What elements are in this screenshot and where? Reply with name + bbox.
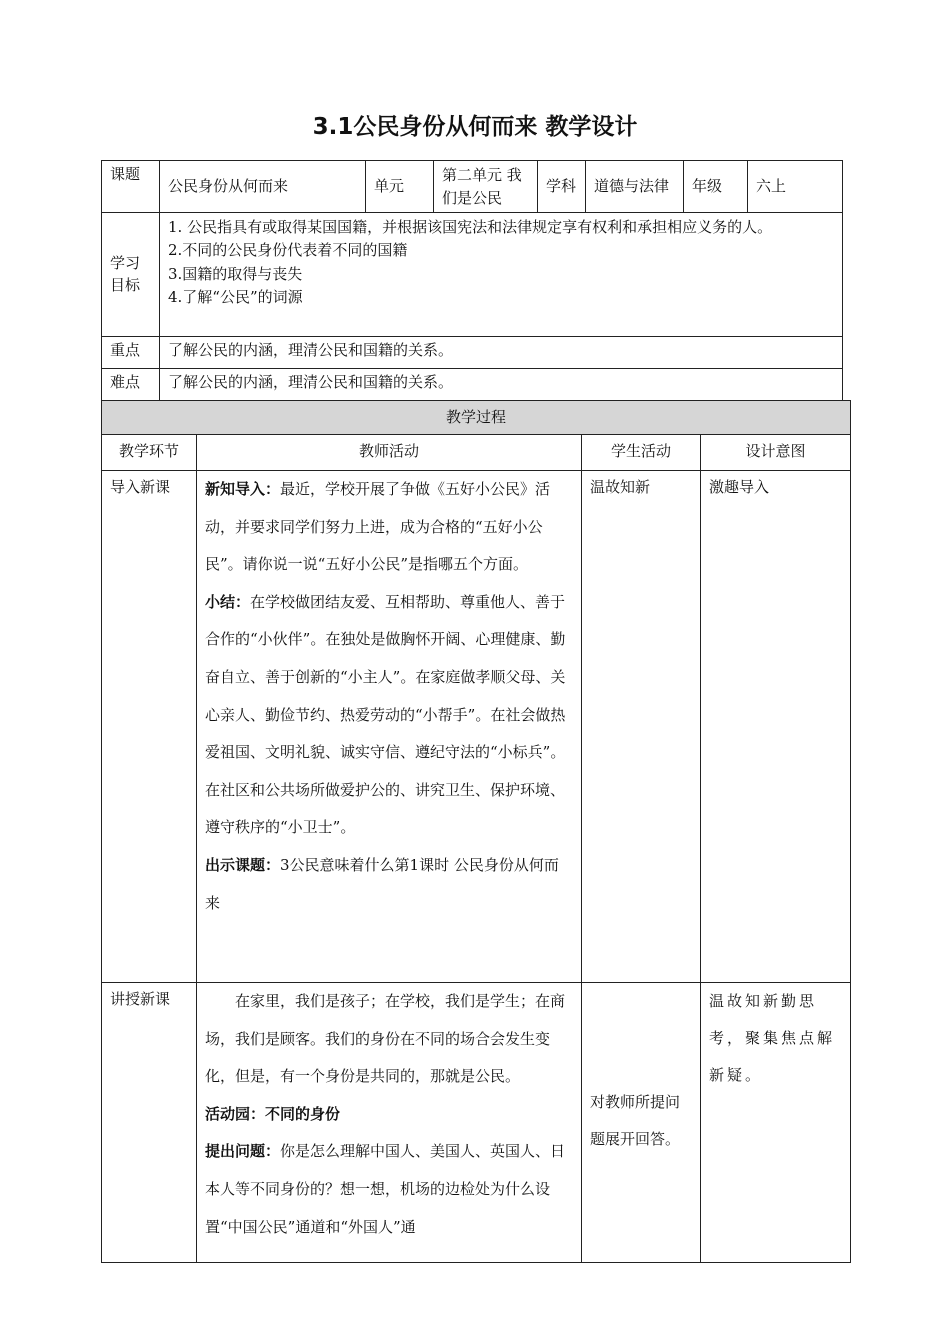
header-intent: 设计意图 [701,435,851,471]
unit-value: 第二单元 我们是公民 [434,161,538,213]
para-text: 在家里，我们是孩子；在学校，我们是学生；在商场，我们是顾客。我们的身份在不同的场合会发生变化，但是，有一个身份是共同的，那就是公民。 [205,992,566,1086]
difficult-label: 难点 [102,369,160,401]
teacher-paragraph [205,1133,573,1246]
process-title: 教学过程 [102,401,851,435]
stage-cell: 讲授新课 [102,983,197,1263]
subject-value: 道德与法律 [586,161,684,213]
para-heading: 活动园：不同的身份 [205,1104,341,1123]
teacher-paragraph [205,983,573,1096]
student-cell: 对教师所提问题展开回答。 [582,983,701,1263]
teacher-paragraph [205,471,573,584]
key-label: 重点 [102,337,160,369]
intent-cell: 激趣导入 [701,471,851,983]
grade-value: 六上 [748,161,843,213]
para-heading: 提出问题： [205,1142,281,1161]
process-table [101,400,851,1263]
para-text: 你是怎么理解中国人、美国人、英国人、日本人等不同身份的？想一想，机场的边检处为什么设置“中国公民”通道和“外国人”通 [205,1142,566,1236]
goal-item: 1. 公民指具有或取得某国国籍，并根据该国宪法和法律规定享有权利和承担相应义务的人。 [168,218,773,236]
para-heading: 小结： [205,592,251,611]
para-text: 3公民意味着什么第1课时 公民身份从何而来 [205,855,559,912]
teacher-paragraph [205,847,573,922]
teacher-paragraph [205,1096,573,1134]
info-table [101,160,843,401]
unit-label: 单元 [366,161,434,213]
stage-cell: 导入新课 [102,471,197,983]
para-text: 最近，学校开展了争做《五好小公民》活动，并要求同学们努力上进，成为合格的“五好小公民”。请你说一说“五好小公民”是指哪五个方面。 [205,480,551,574]
goals-list [160,213,843,337]
student-cell: 温故知新 [582,471,701,983]
goal-item: 2.不同的公民身份代表着不同的国籍 [168,241,408,260]
topic-label: 课题 [102,161,160,213]
subject-label: 学科 [538,161,586,213]
header-student: 学生活动 [582,435,701,471]
difficult-value: 了解公民的内涵，理清公民和国籍的关系。 [160,369,843,401]
header-teacher: 教师活动 [197,435,582,471]
goal-item: 4.了解“公民”的词源 [168,287,303,306]
teacher-cell [197,983,582,1263]
teacher-paragraph [205,584,573,847]
topic-value: 公民身份从何而来 [160,161,366,213]
teacher-cell [197,471,582,983]
para-heading: 出示课题： [205,855,281,874]
header-stage: 教学环节 [102,435,197,471]
grade-label: 年级 [684,161,748,213]
intent-cell: 温故知新勤思考，聚集焦点解新疑。 [701,983,851,1263]
para-text: 在学校做团结友爱、互相帮助、尊重他人、善于合作的“小伙伴”。在独处是做胸怀开阔、心理健康、勤奋自立、善于创新的“小主人”。在家庭做孝顺父母、关心亲人、勤俭节约、热爱劳动的“小帮手”。在社会做热爱祖国、文明礼貌、诚实守信、遵纪守法的“小标兵”。在社区和公共场所做爱护公的、讲究卫生、保护环境、遵守秩序的“小卫士”。 [205,592,566,837]
goals-label: 学习目标 [102,213,160,337]
page-title: 3.1公民身份从何而来 教学设计 [312,114,638,140]
para-heading: 新知导入： [205,480,281,498]
key-value: 了解公民的内涵，理清公民和国籍的关系。 [160,337,843,369]
goal-item: 3.国籍的取得与丧失 [168,264,303,283]
